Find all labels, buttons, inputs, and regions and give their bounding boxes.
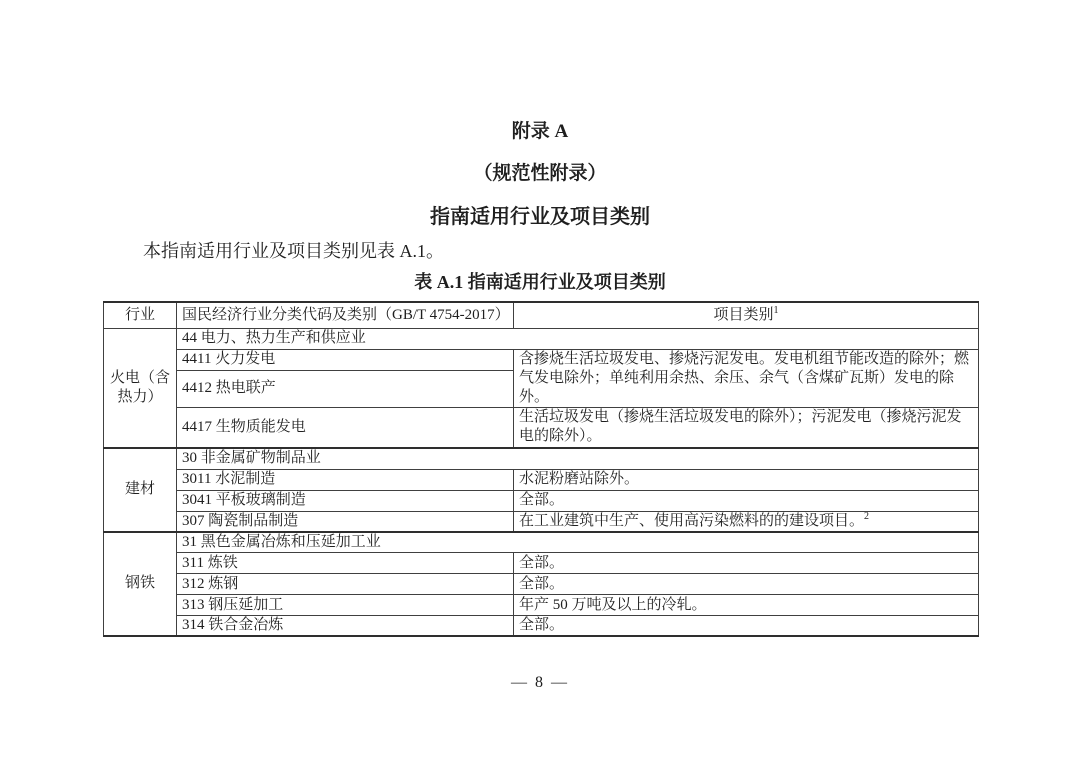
table-row <box>104 511 979 532</box>
category-cell: 生活垃圾发电（掺烧生活垃圾发电的除外）；污泥发电（掺烧污泥发电的除外）。 <box>514 407 979 448</box>
appendix-title: 指南适用行业及项目类别 <box>430 206 650 228</box>
code-cell: 3041 平板玻璃制造 <box>177 490 514 511</box>
table-caption: 表 A.1 指南适用行业及项目类别 <box>414 272 666 292</box>
table-row <box>104 553 979 574</box>
category-cell: 全部。 <box>514 616 979 637</box>
header-industry: 行业 <box>104 302 177 328</box>
code-cell: 30 非金属矿物制品业 <box>177 448 979 469</box>
table-row <box>104 616 979 637</box>
code-cell: 4417 生物质能发电 <box>177 407 514 448</box>
category-footnote-marker: 2 <box>864 511 870 522</box>
table-row <box>104 532 979 553</box>
code-cell: 313 钢压延加工 <box>177 595 514 616</box>
code-cell: 311 炼铁 <box>177 553 514 574</box>
appendix-label: 附录 A <box>511 121 569 142</box>
code-cell: 312 炼钢 <box>177 574 514 595</box>
category-cell: 全部。 <box>514 490 979 511</box>
table-row <box>104 469 979 490</box>
category-text: 在工业建筑中生产、使用高污染燃料的的建设项目。 <box>519 512 865 529</box>
category-cell: 含掺烧生活垃圾发电、掺烧污泥发电。发电机组节能改造的除外；燃气发电除外；单纯利用余热、余压、余气（含煤矿瓦斯）发电的除外。 <box>514 349 979 407</box>
table-row <box>104 490 979 511</box>
code-cell: 4412 热电联产 <box>177 370 514 407</box>
header-category-label: 项目类别 <box>713 306 774 323</box>
category-cell: 年产 50 万吨及以上的冷轧。 <box>514 595 979 616</box>
code-cell: 314 铁合金冶炼 <box>177 616 514 637</box>
table-row <box>104 328 979 349</box>
header-category <box>514 302 979 328</box>
table-row <box>104 448 979 469</box>
industry-cell-steel: 钢铁 <box>104 532 177 637</box>
category-cell: 全部。 <box>514 553 979 574</box>
intro-paragraph: 本指南适用行业及项目类别见表 A.1。 <box>143 241 444 261</box>
code-cell: 44 电力、热力生产和供应业 <box>177 328 979 349</box>
header-code: 国民经济行业分类代码及类别（GB/T 4754-2017） <box>177 302 514 328</box>
table-a1 <box>103 301 979 637</box>
table-row <box>104 595 979 616</box>
code-cell: 4411 火力发电 <box>177 349 514 370</box>
header-category-footnote-marker: 1 <box>773 304 779 316</box>
industry-cell-thermal-power: 火电（含热力） <box>104 328 177 448</box>
code-cell: 3011 水泥制造 <box>177 469 514 490</box>
category-cell <box>514 511 979 532</box>
code-cell: 31 黑色金属冶炼和压延加工业 <box>177 532 979 553</box>
page-number: — 8 — <box>511 674 569 691</box>
table-row <box>104 407 979 448</box>
appendix-type: （规范性附录） <box>473 163 607 184</box>
industry-cell-building-materials: 建材 <box>104 448 177 532</box>
table-header-row <box>104 302 979 328</box>
table-row <box>104 349 979 370</box>
code-cell: 307 陶瓷制品制造 <box>177 511 514 532</box>
category-cell: 全部。 <box>514 574 979 595</box>
table-a1-container <box>103 301 979 637</box>
category-cell: 水泥粉磨站除外。 <box>514 469 979 490</box>
table-row <box>104 574 979 595</box>
